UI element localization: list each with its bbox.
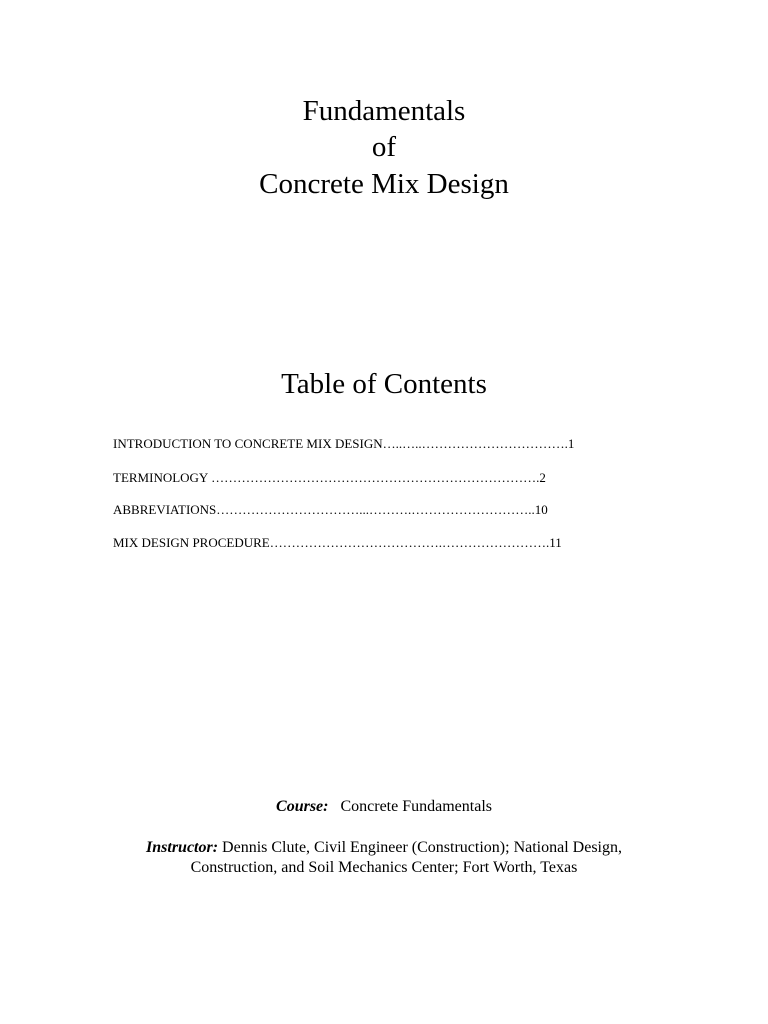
toc-heading: Table of Contents xyxy=(281,368,487,400)
toc-entry: INTRODUCTION TO CONCRETE MIX DESIGN…..…..…………………………….1 xyxy=(113,436,575,451)
course-label: Course: xyxy=(276,798,329,815)
course-line xyxy=(0,797,768,817)
document-title-line-3: Concrete Mix Design xyxy=(259,168,509,200)
instructor-block xyxy=(112,838,656,878)
document-title-line-2: of xyxy=(371,131,397,163)
toc-entry: MIX DESIGN PROCEDURE………………………………….…………………….11 xyxy=(113,535,562,550)
toc-entry: ABBREVIATIONS……………………………...……….………………………..10 xyxy=(113,502,548,517)
instructor-label: Instructor: xyxy=(146,839,219,856)
document-title-line-1: Fundamentals xyxy=(302,95,466,127)
instructor-value: Dennis Clute, Civil Engineer (Construction); National Design, Construction, and Soil Mechanics Center; Fort Worth, Texas xyxy=(190,839,622,876)
toc-entry: TERMINOLOGY ………………………………………………………………….2 xyxy=(113,470,546,485)
course-value: Concrete Fundamentals xyxy=(340,798,492,815)
